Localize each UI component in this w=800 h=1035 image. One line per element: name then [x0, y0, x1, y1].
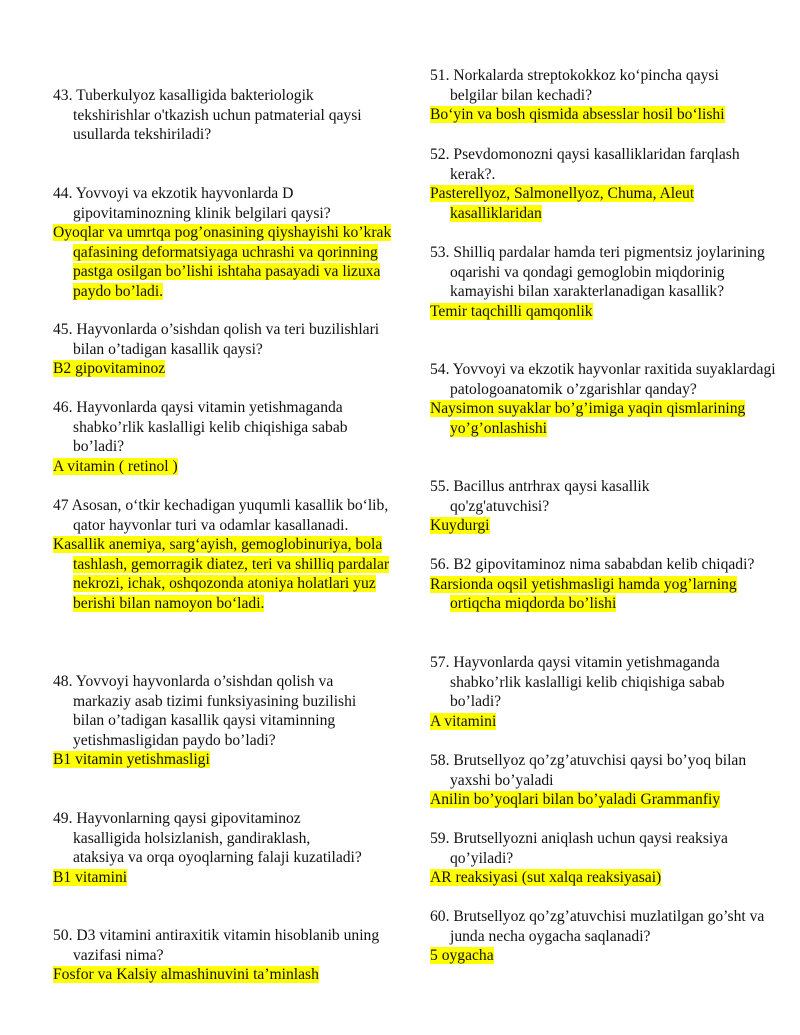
answer-text: [53, 457, 388, 477]
answer-highlight: Kuydurgi: [430, 517, 490, 534]
answer-text: [430, 790, 790, 810]
question-text: 53. Shilliq pardalar hamda teri pigmentsiz joylarining oqarishi va qondagi gemoglobin miqdorinig kamayishi bilan xarakterlanadigan kasallik?: [430, 244, 765, 300]
question-46: [53, 398, 388, 476]
question-text: 55. Bacillus antrhrax qaysi kasallik qo'zg'atuvchisi?: [430, 478, 650, 515]
answer-highlight: Oyoqlar va umrtqa pog’onasining qiyshayishi ko’krak qafasining deformatsiyaga uchrashi va qorinning pastga osilgan bo’lishi ishtaha pasayadi va lizuxa paydo bo’ladi.: [53, 224, 392, 300]
answer-text: [430, 868, 790, 888]
question-text: 46. Hayvonlarda qaysi vitamin yetishmaganda shabko’rlik kaslalligi kelib chiqishiga sabab bo’ladi?: [53, 399, 348, 455]
question-55: [430, 477, 770, 536]
question-45: [53, 320, 388, 379]
question-text: 57. Hayvonlarda qaysi vitamin yetishmaganda shabko’rlik kaslalligi kelib chiqishiga sabab bo’ladi?: [430, 654, 725, 710]
answer-highlight: Temir taqchilli qamqonlik: [430, 302, 593, 320]
answer-highlight: Fosfor va Kalsiy almashinuvini ta’minlash: [53, 966, 319, 983]
answer-text: [430, 302, 770, 322]
question-text: 49. Hayvonlarning qaysi gipovitaminoz kasalligida holsizlanish, gandiraklash, ataksiya va orqa oyoqlarning falaji kuzatiladi?: [53, 810, 362, 866]
question-text: 58. Brutsellyoz qo’zg’atuvchisi qaysi bo’yoq bilan yaxshi bo’yaladi: [430, 752, 747, 789]
question-text: 50. D3 vitamini antiraxitik vitamin hisoblanib uning vazifasi nima?: [53, 927, 380, 964]
question-44: [53, 184, 392, 301]
answer-text: [430, 516, 770, 536]
question-text: 54. Yovvoyi va ekzotik hayvonlar raxitida suyaklardagi patologoanatomik o’zgarishlar qanday?: [430, 361, 776, 398]
question-text: 51. Norkalarda streptokokkoz ko‘pincha qaysi belgilar bilan kechadi?: [430, 67, 719, 104]
answer-text: [53, 965, 388, 985]
question-47: [53, 496, 388, 613]
question-50: [53, 926, 388, 985]
answer-text: [430, 946, 770, 966]
question-43: [53, 86, 388, 145]
answer-text: [430, 712, 770, 732]
answer-highlight: A vitamini: [430, 712, 497, 730]
question-60: [430, 907, 770, 966]
question-text: 60. Brutsellyoz qo’zg’atuvchisi muzlatilgan go’sht va junda necha oygacha saqlanadi?: [430, 908, 765, 945]
answer-highlight: Kasallik anemiya, sarg‘ayish, gemoglobinuriya, bola tashlash, gemorragik diatez, teri va shilliq pardalar nekrozi, ichak, oshqozonda atoniya holatlari yuz berishi bilan namoyon bo‘ladi.: [53, 536, 390, 612]
question-text: 45. Hayvonlarda o’sishdan qolish va teri buzilishlari bilan o’tadigan kasallik qaysi?: [53, 321, 380, 358]
question-57: [430, 653, 770, 731]
answer-highlight: B1 vitamin yetishmasligi: [53, 751, 210, 768]
question-56: [430, 555, 770, 614]
answer-text: [430, 575, 750, 614]
answer-highlight: Naysimon suyaklar bo’g’imiga yaqin qismlarining yo’g’onlashishi: [430, 400, 746, 437]
question-59: [430, 829, 770, 888]
answer-highlight: AR reaksiyasi (sut xalqa reaksiyasai): [430, 869, 662, 886]
answer-text: [430, 399, 750, 438]
question-text: 47 Asosan, o‘tkir kechadigan yuqumli kasallik bo‘lib, qator hayvonlar turi va odamlar kasallanadi.: [53, 497, 389, 534]
question-text: 56. B2 gipovitaminoz nima sababdan kelib chiqadi?: [430, 556, 755, 573]
question-text: 59. Brutsellyozni aniqlash uchun qaysi reaksiya qo’yiladi?: [430, 830, 728, 867]
answer-text: [53, 868, 388, 888]
question-text: 48. Yovvoyi hayvonlarda o’sishdan qolish va markaziy asab tizimi funksiyasining buzilishi bilan o’tadigan kasallik qaysi vitaminning yetishmasligidan paydo bo’ladi?: [53, 673, 357, 749]
question-58: [430, 751, 770, 810]
answer-highlight: Rarsionda oqsil yetishmasligi hamda yog’larning ortiqcha miqdorda bo’lishi: [430, 575, 737, 612]
answer-highlight: Pasterellyoz, Salmonellyoz, Chuma, Aleut kasalliklaridan: [430, 185, 695, 222]
question-text: 44. Yovvoyi va ekzotik hayvonlarda D gipovitaminozning klinik belgilari qaysi?: [53, 185, 331, 222]
answer-highlight: A vitamin ( retinol ): [53, 457, 178, 475]
answer-highlight: Anilin bo’yoqlari bilan bo’yaladi Grammanfiy: [430, 791, 721, 808]
question-51: [430, 66, 770, 125]
question-48: [53, 672, 388, 770]
question-49: [53, 809, 388, 887]
answer-text: [53, 750, 388, 770]
question-53: [430, 243, 770, 321]
question-52: [430, 145, 770, 223]
answer-text: [430, 184, 760, 223]
question-text: 43. Tuberkulyoz kasalligida bakteriologik tekshirishlar o'tkazish uchun patmaterial qaysi usullarda tekshiriladi?: [53, 87, 362, 143]
answer-highlight: Bo‘yin va bosh qismida absesslar hosil bo‘lishi: [430, 106, 725, 123]
answer-highlight: 5 oygacha: [430, 947, 494, 964]
answer-text: [53, 535, 395, 613]
answer-text: [430, 105, 790, 125]
answer-text: [53, 359, 388, 379]
answer-highlight: B1 vitamini: [53, 868, 128, 886]
answer-highlight: B2 gipovitaminoz: [53, 360, 166, 377]
question-text: 52. Psevdomonozni qaysi kasalliklaridan farqlash kerak?.: [430, 146, 740, 183]
answer-text: [53, 223, 403, 301]
question-54: [430, 360, 776, 438]
